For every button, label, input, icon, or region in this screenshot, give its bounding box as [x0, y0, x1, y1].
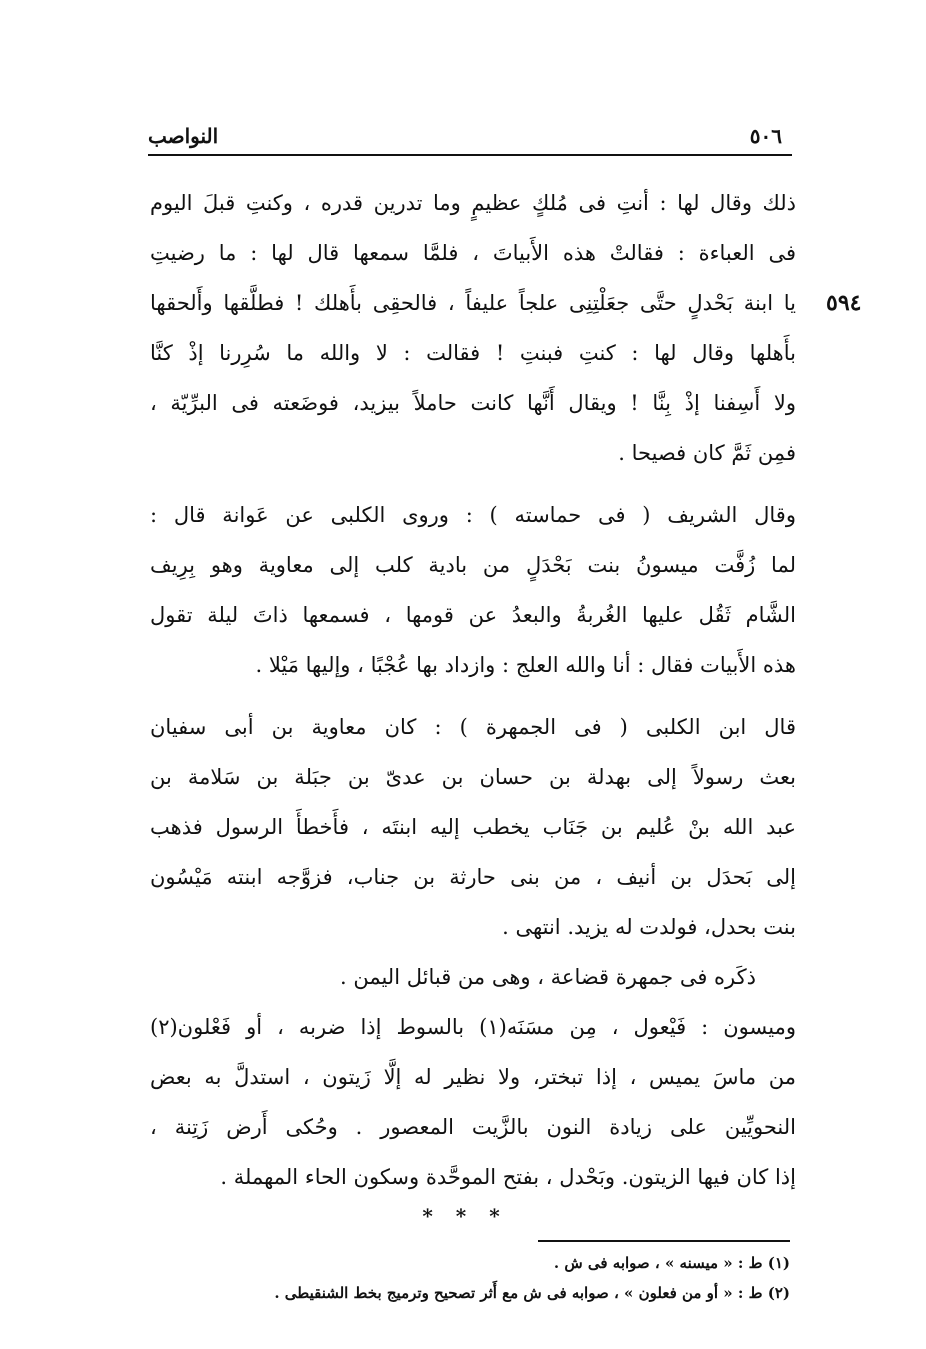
text-line: فمِن ثَمَّ كان فصيحا .	[618, 441, 796, 465]
paragraph-4	[150, 952, 796, 1002]
text-line: وقال الشريف ( فى حماسته ) : وروى الكلبى عن عَوانة قال :	[150, 503, 796, 527]
footnote-rule	[538, 1240, 790, 1242]
text-line: لما زُفَّت ميسونُ بنت بَحْدَلٍ من بادية كلب إلى معاوية وهو بِرِيف	[150, 553, 796, 577]
paragraph-gap	[150, 690, 796, 702]
text-line: بعث رسولاً إلى بهدلة بن حسان بن عدىّ بن جبَلة بن سَلامة بن	[150, 765, 796, 789]
header-rule	[148, 154, 792, 156]
paragraph-3	[150, 702, 796, 952]
text-line: يا ابنة بَحْدلٍ حتَّى جعَلْتِنِى علجاً عليفاً ، فالحقِى بأَهلك ! فطلَّقها وأَلحقها	[150, 291, 796, 315]
text-line: من ماسَ يميس ، إذا تبختر، ولا نظير له إلَّا زَيتون ، استدلَّ به بعض	[150, 1065, 796, 1089]
section-ornament: * * *	[422, 1204, 508, 1228]
marginal-entry-number: ٥٩٤	[826, 290, 862, 316]
main-text	[150, 178, 796, 1202]
footnotes	[150, 1248, 790, 1308]
text-line: هذه الأَبيات فقال : أنا والله العلج : وازداد بها عُجْبًا ، وإليها مَيْلا .	[255, 653, 796, 677]
text-line: بأَهلها وقال لها : كنتِ فبنتِ ! فقالت : لا والله ما سُرِرنا إذْ كنَّا	[150, 341, 796, 365]
footnote-2: (٢) ط : « أو من فعلون » ، صوابه فى ش مع أَثر تصحيح وترميج بخط الشنقيطى .	[274, 1284, 790, 1302]
text-line: وميسون : فَيْعول ، مِن مسَنَه(١) بالسوط إذا ضربه ، أو فَعْلون(٢)	[150, 1015, 796, 1039]
paragraph-gap	[150, 478, 796, 490]
paragraph-2	[150, 490, 796, 690]
text-line: قال ابن الكلبى ( فى الجمهرة ) : كان معاوية بن أبى سفيان	[150, 715, 796, 739]
text-line: الشَّام ثَقُل عليها الغُربةُ والبعدُ عن قومها ، فسمعها ذاتَ ليلة تقول	[150, 603, 796, 627]
running-title: النواصب	[148, 124, 219, 148]
text-line: إذا كان فيها الزيتون. وبَحْدل ، بفتح الموحَّدة وسكون الحاء المهملة .	[220, 1165, 796, 1189]
text-line: النحويِّين على زيادة النون بالزَّيت المعصور . وحُكى أَرض زَتِنة ،	[150, 1115, 796, 1139]
text-line: ذلك وقال لها : أنتِ فى مُلكٍ عظيمٍ وما تدرين قدره ، وكنتِ قبلَ اليوم	[150, 191, 796, 215]
text-line: عبد الله بنْ عُليم بن جَنَاب يخطب إليه ابنتَه ، فأَخطأَ الرسول فذهب	[150, 815, 796, 839]
text-line: فى العباءة : فقالتْ هذه الأَبياتَ ، فلمَّا سمعها قال لها : ما رضيتِ	[150, 241, 796, 265]
page-number: ٥٠٦	[749, 124, 782, 148]
text-line: ذكَره فى جمهرة قضاعة ، وهى من قبائل اليمن .	[339, 965, 756, 989]
text-line: بنت بحدل، فولدت له يزيد. انتهى .	[502, 915, 796, 939]
page-header	[148, 122, 792, 156]
text-line: إلى بَحدَل بن أنيف ، من بنى حارثة بن جناب، فزوَّجه ابنته مَيْسُون	[150, 865, 796, 889]
paragraph-1	[150, 178, 796, 478]
paragraph-5	[150, 1002, 796, 1202]
footnote-1: (١) ط : « ميسنه » ، صوابه فى ش .	[553, 1254, 790, 1272]
text-line: ولا أَسِفنا إذْ بِنَّا ! ويقال أَنَّها كانت حاملاً بيزيد، فوضَعته فى البرِّيّة ،	[150, 391, 796, 415]
